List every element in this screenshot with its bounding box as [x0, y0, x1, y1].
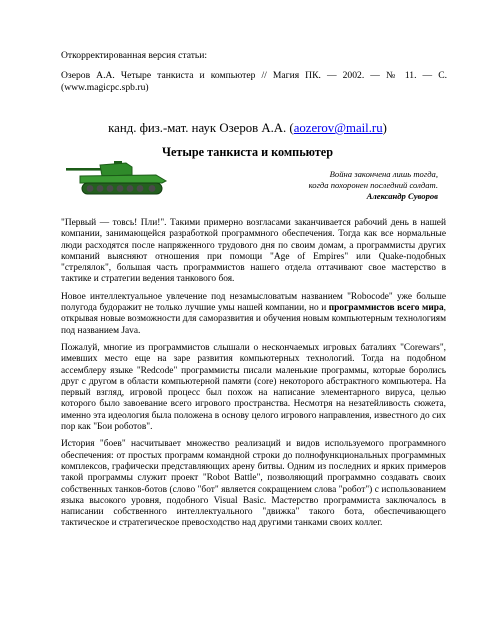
paragraph-1: "Первый — товсь! Пли!". Такими примерно возгласами заканчивается рабочий день в нашей компании, занимающейся разработкой программного обеспечения. Тогда как все нормальные люди расходятся после напряженного трудового дня по своим домам, а программисты других компаний выясняют отношения при помощи "Age of Empires" или Quake-подобных "стрелялок", большая часть программистов нашего отдела оттачивают свое мастерство в тактике и стратегии ведения танкового боя.	[61, 218, 446, 285]
author-suffix: )	[382, 121, 387, 135]
article-body	[61, 218, 446, 536]
epigraph-attribution: Александр Суворов	[366, 191, 438, 201]
tank-icon	[66, 159, 170, 197]
tank-wheel	[117, 185, 124, 192]
epigraph-line-2: когда похоронен последний солдат.	[308, 180, 438, 190]
author-line	[0, 121, 495, 136]
tank-barrel	[66, 168, 106, 171]
paragraph-2: Новое интеллектуальное увлечение под незамысловатым названием "Robocode" уже больше полугода будоражит не только лучшие умы нашей компании, но и программистов всего мира, открывая новые возможности для саморазвития и обучения новым компьютерным технологиям под названием Java.	[61, 291, 446, 336]
author-name: канд. физ.-мат. наук Озеров А.А. (	[108, 121, 294, 135]
article-title: Четыре танкиста и компьютер	[162, 145, 333, 159]
tank-wheel	[127, 185, 134, 192]
paragraph-3: Пожалуй, многие из программистов слышали о нескончаемых игровых баталиях "Corewars", имевших место еще на заре развития компьютерных технологий. Тогда на подобном ассемблеру языке "Redcode" программисты писали маленькие программы, которые боролись друг с другом в области компьютерной памяти (core) некоторого абстрактного компьютера. На первый взгляд, игровой процесс был похож на написание элементарного вируса, целью которого было завоевание всего игрового пространства. Несмотря на незатейливость сюжета, именно эта идеология была положена в основу целого игрового направления, известного до сих пор как "Бои роботов".	[61, 342, 446, 433]
tank-wheel	[149, 185, 156, 192]
epigraph-line-1: Война закончена лишь тогда,	[329, 169, 438, 179]
tank-hatch	[114, 161, 122, 164]
citation-note: Озеров А.А. Четыре танкиста и компьютер // Магия ПК. — 2002. — № 11. — С. (www.magicpc.spb.ru)	[61, 70, 447, 93]
tank-wheel	[137, 185, 144, 192]
epigraph	[309, 169, 438, 202]
paragraph-4: История "боев" насчитывает множество реализаций и видов используемого программного обеспечения: от простых программ командной строки до полнофункциональных программных комплексов, графически представляющих арену битвы. Одним из последних и ярких примеров такой программы служит проект "Robot Battle", позволяющий программно создавать своих собственных танков-ботов (слово "бот" является сокращением слова "робот") с использованием языка высокого уровня, подобного Visual Basic. Мастерство программиста заключалось в написании собственного интеллектуального "движка" такого бота, обеспечивающего тактическое и стратегическое превосходство над другими танками своих коллег.	[61, 439, 446, 529]
bold-phrase: программистов всего мира	[328, 303, 444, 314]
author-email-link[interactable]: aozerov@mail.ru	[293, 121, 383, 135]
tank-wheel	[97, 185, 104, 192]
tank-wheel	[107, 185, 114, 192]
tank-wheel	[87, 185, 94, 192]
tank-hull	[80, 175, 166, 183]
tank-turret	[100, 163, 132, 176]
revision-note: Откорректированная версия статьи:	[61, 50, 208, 61]
